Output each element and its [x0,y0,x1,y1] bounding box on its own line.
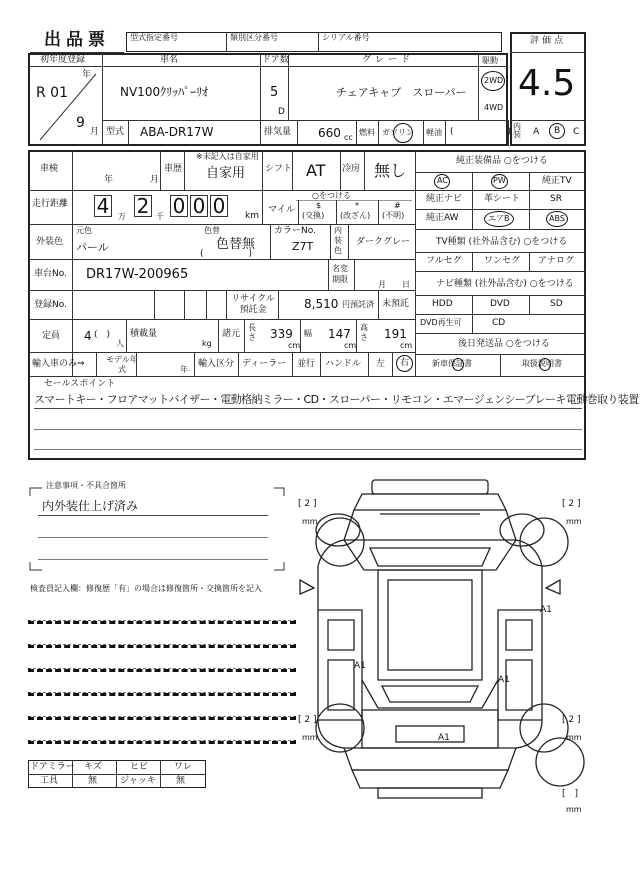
import-dealer[interactable]: ディーラー [242,359,287,369]
width-unit: cm [344,341,357,350]
mileage-digit-4: 0 [190,195,208,217]
damage-mark-a1-rear-right: A1 [540,605,552,615]
tread-fr-value: 2 [568,499,575,509]
interior-b[interactable]: B [554,126,561,136]
mileage-label: 走行距離 [32,199,69,209]
mileage-digit-1: 4 [94,195,112,217]
tread-rr-value: 2 [568,715,575,725]
shift-value: AT [306,161,326,180]
shareki-note: ※未記入は自家用 [196,152,259,161]
legend-doormirror: ドアミラー [30,762,75,772]
color-paren: ( ) [200,249,253,259]
capacity-value: 4 [84,329,92,343]
drive-4wd[interactable]: 4WD [484,103,504,112]
tread-fl: [ 2 ] [298,499,317,509]
import-kind-label: 輸入区分 [198,359,235,369]
width-label: 幅 [304,329,312,338]
model-label: 型式 [106,127,125,137]
first-reg-era: R 01 [36,85,68,101]
shaken-year-unit: 年 [104,175,114,185]
tread-rl: [ 2 ] [298,715,317,725]
width-value: 147 [328,327,351,341]
first-reg-label: 初年度登録 [40,55,86,65]
equip-tv[interactable]: 純正TV [542,176,572,186]
recycle-paid[interactable]: 預託済 [350,300,374,309]
inspector-label: 検査員記入欄：修復歴「有」の場合は修復箇所・交換箇所を記入 [30,584,262,593]
height-unit: cm [400,341,413,350]
cooler-label: 冷房 [342,164,361,174]
colorno-label: カラーNo. [274,226,316,236]
eval-label: 評価点 [530,36,567,46]
meigi-month-unit: 月 [378,280,386,289]
tread-spare-unit: mm [566,805,582,814]
interior-a[interactable]: A [533,127,540,137]
import-label: 輸入車のみ⇒ [32,359,85,369]
displacement-unit: cc [344,133,353,142]
nav-dvd[interactable]: DVD [490,299,510,309]
serial-label: シリアル番号 [322,33,370,42]
year-unit: 年 [82,70,92,80]
import-parallel[interactable]: 並行 [297,359,316,369]
capacity-unit: 人 [116,339,124,348]
mileage-digit-5: 0 [210,195,228,217]
color-orig: パール [76,241,109,254]
fuel-gasoline[interactable]: ガソリン [382,128,414,137]
recycle-amount: 8,510 [304,297,339,311]
mileage-unknown-sym: # [394,201,401,210]
interior-color: ダークグレー [356,237,411,247]
length-value: 339 [270,327,293,341]
cooler-value: 無し [374,161,407,180]
length-label: 長さ [248,323,256,342]
height-value: 191 [384,327,407,341]
notes-label: 注意事項・不具合箇所 [46,481,126,490]
tv-analog[interactable]: アナログ [538,256,575,266]
meigi-day-unit: 日 [402,280,410,289]
nav-sd[interactable]: SD [550,299,563,309]
sales-point-label: セールスポイント [44,379,116,389]
recycle-unpaid[interactable]: 未預託 [382,299,410,309]
tread-fr: [ 2 ] [562,499,581,509]
legend-hibi: ヒビ [130,762,149,772]
notes-bracket [26,481,290,574]
mileage-digit-2: 2 [134,195,152,217]
reg-label: 登録No. [34,300,67,310]
interior-color-label: 内装色 [334,226,342,255]
grade-label: グレード [362,55,415,65]
chassis-label: 車台No. [34,269,67,279]
fuel-other-paren: ( ) [450,127,512,137]
shareki-label: 車歴 [164,164,183,174]
mileage-tamper-sym: * [355,201,359,210]
sales-point-text: スマートキー・フロアマットバイザー・電動格納ミラー・CD・スローパー・リモコン・エマージェンシーブレーキ電動巻取り装置 [34,393,639,406]
shaken-label: 車検 [40,164,59,174]
tread-rl-value: 2 [304,715,311,725]
nav-hdd[interactable]: HDD [432,299,453,309]
tread-spare: [ ] [562,789,579,799]
nav-type-title: ナビ種類 (社外品含む) ○をつける [436,279,574,289]
chassis-number: DR17W-200965 [86,267,189,282]
handle-label: ハンドル [325,359,362,369]
load-label: 積載量 [130,329,158,339]
meigi-label: 名変期限 [332,264,348,284]
mileage-unknown[interactable]: (不明) [382,211,405,220]
equip-ac[interactable]: AC [437,176,448,185]
displacement: 660 [318,126,341,140]
legend-ware: ワレ [174,762,193,772]
displacement-label: 排気量 [264,127,292,137]
color-orig-label: 元色 [76,226,92,235]
car-damage-diagram [292,470,592,870]
color-label: 外装色 [36,237,64,247]
post-manual[interactable]: 取扱説明書 [522,359,562,368]
shaken-month-unit: 月 [150,175,160,185]
legend-kizu: キズ [84,762,102,772]
mileage-sen: 千 [156,212,164,221]
colorno: Z7T [292,240,314,253]
damage-mark-a1-rear: A1 [438,733,450,743]
legend-jack-value: 無 [176,776,186,786]
mileage-digit-3: 0 [170,195,188,217]
door-count: 5 [270,85,279,100]
equip-abs[interactable]: ABS [549,214,565,223]
interior-c[interactable]: C [573,127,580,137]
mileage-exchange[interactable]: (交換) [302,211,325,220]
damage-mark-a1-left: A1 [354,661,366,671]
dvd-cd[interactable]: CD [492,318,506,328]
dims-label: 諸元 [222,329,241,339]
fuel-label: 燃料 [359,128,375,137]
tread-rl-unit: mm [302,733,318,742]
dvd-playback[interactable]: DVD再生可 [420,318,462,327]
mileage-exchange-sym: $ [316,201,322,210]
tv-type-title: TV種類 (社外品含む) ○をつける [436,237,568,247]
post-items-title: 後日発送品 ○をつける [458,339,550,349]
handle-right[interactable]: 右 [400,358,410,368]
color-repaint-label: 色替 [204,226,220,235]
equip-sr[interactable]: SR [550,194,562,204]
recycle-label: リサイクル預託金 [231,294,275,315]
equip-leather[interactable]: 革シート [484,194,521,204]
post-warranty[interactable]: 新車保証書 [432,359,472,368]
katashiki-label: 型式指定番号 [130,33,178,42]
tv-oneseg[interactable]: ワンセグ [484,256,521,266]
equip-pw[interactable]: PW [493,176,506,185]
grade: チェアキャブ スローパー [336,86,467,99]
car-name-label: 車名 [160,55,179,65]
tread-fl-unit: mm [302,517,318,526]
mileage-circle-note: ○をつける [312,191,351,200]
length-unit: cm [288,341,301,350]
door-label: ドア数 [262,55,289,65]
first-reg-month: 9 [76,115,85,131]
ruibetsu-label: 類別区分番号 [230,33,278,42]
tread-rr: [ 2 ] [562,715,581,725]
mileage-tamper[interactable]: (改ざん) [340,211,371,220]
drive-2wd[interactable]: 2WD [484,76,504,85]
legend-tools: 工具 [40,776,59,786]
shift-label: シフト [265,164,293,174]
drive-label: 駆動 [482,56,498,65]
std-equip-title: 純正装備品 ○をつける [456,156,548,166]
legend-jack: ジャッキ [120,776,156,786]
month-unit: 月 [90,127,100,137]
fuel-diesel[interactable]: 軽油 [426,128,442,137]
capacity-paren: ( ) [94,330,111,340]
model-code: ABA-DR17W [140,125,214,139]
recycle-unit: 円 [342,300,350,309]
interior-label: 内装 [513,122,521,139]
damage-mark-a1-right: A1 [498,675,510,685]
sheet-title: 出品票 [44,30,110,50]
capacity-label: 定員 [42,331,61,341]
mileage-unit: km [245,211,259,221]
tread-rr-unit: mm [566,733,582,742]
shareki-value: 自家用 [206,166,246,181]
model-year-unit: 年 [180,365,188,374]
model-year-label: モデル年式 [106,355,138,374]
equip-airbag[interactable]: エアB [488,214,510,223]
equip-navi[interactable]: 純正ナビ [426,194,463,204]
height-label: 高さ [360,323,368,342]
notes-text: 内外装仕上げ済み [42,499,139,513]
color-repaint: 色替無 [216,237,256,252]
mileage-mile[interactable]: マイル [268,205,295,215]
tv-fullseg[interactable]: フルセグ [426,256,462,266]
tread-fr-unit: mm [566,517,582,526]
tread-fl-value: 2 [304,499,311,509]
eval-score: 4.5 [518,63,576,104]
load-unit: kg [202,339,212,348]
handle-left[interactable]: 左 [376,359,386,369]
header-id-row [126,32,502,52]
car-name: NV100ｸﾘｯﾊﾟｰﾘｵ [120,85,209,99]
legend-tools-value: 無 [88,776,98,786]
door-sub: D [278,107,285,117]
equip-aw[interactable]: 純正AW [426,213,459,223]
mileage-man: 万 [118,212,126,221]
